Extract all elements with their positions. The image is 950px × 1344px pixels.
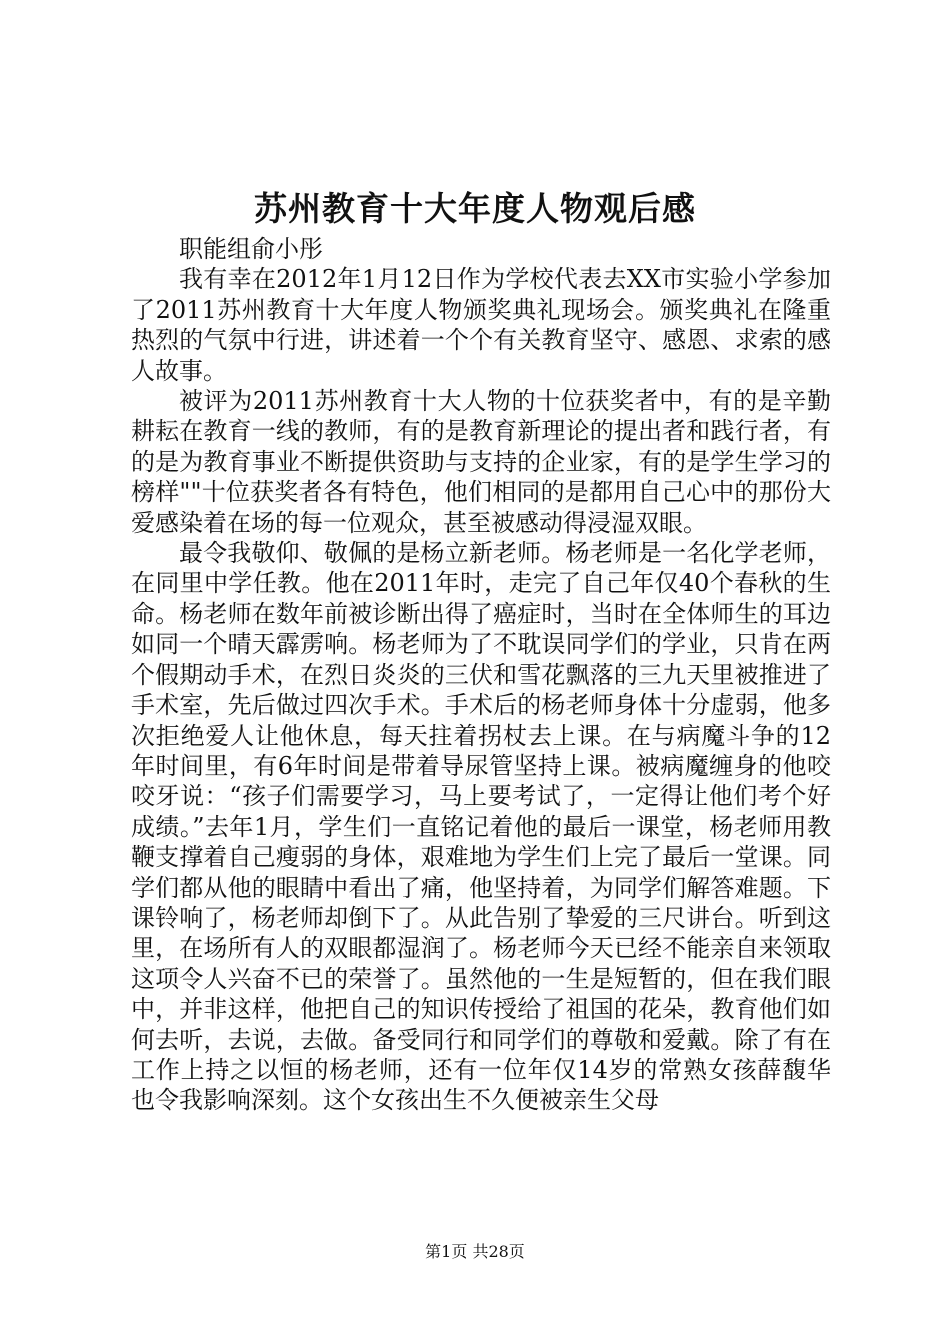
- paragraph-3: 最令我敬仰、敬佩的是杨立新老师。杨老师是一名化学老师，在同里中学任教。他在2011年时，走完了自己年仅40个春秋的生命。杨老师在数年前被诊断出得了癌症时，当时在全体师生的耳边如同一个晴天霹雳响。杨老师为了不耽误同学们的学业，只肯在两个假期动手术，在烈日炎炎的三伏和雪花飘落的三九天里被推进了手术室，先后做过四次手术。手术后的杨老师身体十分虚弱，他多次拒绝爱人让他休息，每天拄着拐杖去上课。在与病魔斗争的12年时间里，有6年时间是带着导尿管坚持上课。被病魔缠身的他咬咬牙说：“孩子们需要学习，马上要考试了，一定得让他们考个好成绩。”去年1月，学生们一直铭记着他的最后一课堂，杨老师用教鞭支撑着自己瘦弱的身体，艰难地为学生们上完了最后一堂课。同学们都从他的眼睛中看出了痛，他坚持着，为同学们解答难题。下课铃响了，杨老师却倒下了。从此告别了挚爱的三尺讲台。听到这里，在场所有人的双眼都湿润了。杨老师今天已经不能亲自来领取这项令人兴奋不已的荣誉了。虽然他的一生是短暂的，但在我们眼中，并非这样，他把自己的知识传授给了祖国的花朵，教育他们如何去听，去说，去做。备受同行和同学们的尊敬和爱戴。除了有在工作上持之以恒的杨老师，还有一位年仅14岁的常熟女孩薛馥华也令我影响深刻。这个女孩出生不久便被亲生父母: [131, 539, 831, 1115]
- paragraph-1: 我有幸在2012年1月12日作为学校代表去XX市实验小学参加了2011苏州教育十大年度人物颁奖典礼现场会。颁奖典礼在隆重热烈的气氛中行进，讲述着一个个有关教育坚守、感恩、求索的感人故事。: [131, 265, 831, 385]
- document-title: 苏州教育十大年度人物观后感: [254, 189, 696, 228]
- page-footer: 第1页 共28页: [425, 1242, 525, 1261]
- paragraph-2: 被评为2011苏州教育十大人物的十位获奖者中，有的是辛勤耕耘在教育一线的教师，有的是教育新理论的提出者和践行者，有的是为教育事业不断提供资助与支持的企业家，有的是学生学习的榜样""十位获奖者各有特色，他们相同的是都用自己心中的那份大爱感染着在场的每一位观众，甚至被感动得浸湿双眼。: [131, 387, 831, 537]
- document-body: [131, 234, 831, 1116]
- author-line: 职能组俞小彤: [179, 235, 323, 263]
